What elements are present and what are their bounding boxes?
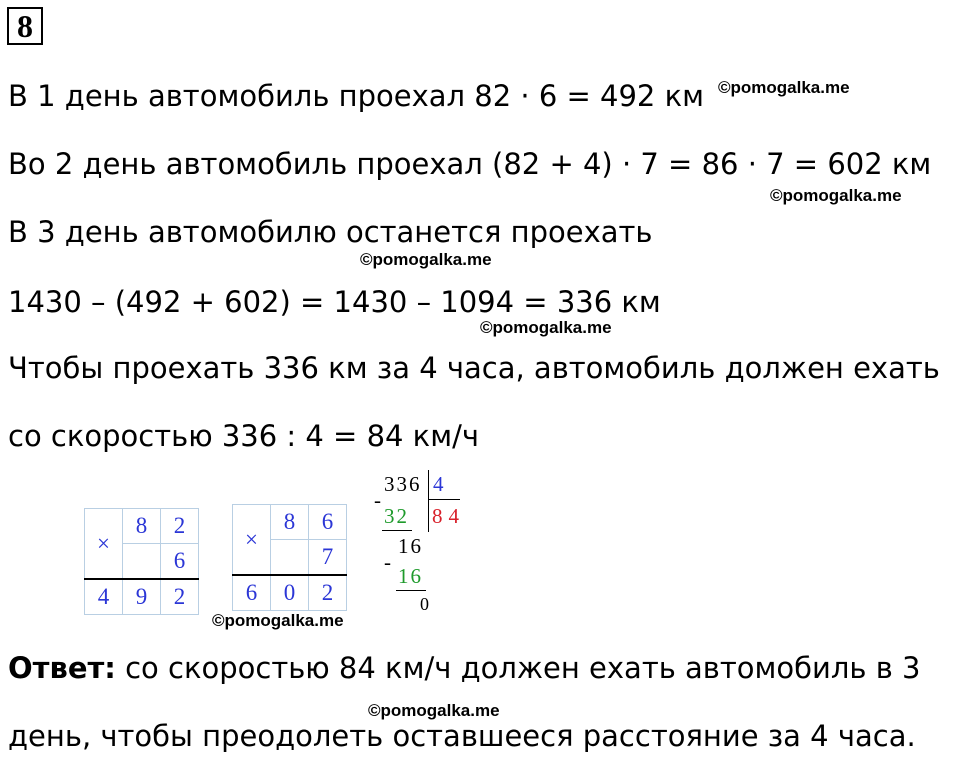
digit: 7 bbox=[309, 540, 347, 576]
multiplication-86x7 bbox=[232, 504, 347, 611]
multiplication-82x6 bbox=[84, 508, 199, 615]
watermark: ©pomogalka.me bbox=[718, 78, 850, 97]
text-line-5: Чтобы проехать 336 км за 4 часа, автомобиль должен ехать bbox=[8, 351, 940, 385]
empty-cell bbox=[271, 540, 309, 576]
multiply-sign: × bbox=[85, 509, 123, 580]
final-remainder: 0 bbox=[420, 594, 429, 614]
digit: 8 bbox=[123, 509, 161, 544]
minus-sign: - bbox=[374, 488, 381, 512]
digit: 2 bbox=[309, 575, 347, 611]
digit: 6 bbox=[309, 505, 347, 540]
long-division bbox=[370, 470, 480, 620]
digit: 9 bbox=[123, 579, 161, 615]
minus-sign: - bbox=[384, 550, 391, 574]
underline bbox=[382, 530, 412, 531]
subtract-1: 32 bbox=[384, 504, 409, 528]
multiply-sign: × bbox=[233, 505, 271, 576]
text-line-4: 1430 – (492 + 602) = 1430 – 1094 = 336 км bbox=[8, 285, 661, 319]
divisor: 4 bbox=[433, 472, 444, 496]
watermark: ©pomogalka.me bbox=[480, 318, 612, 337]
digit: 0 bbox=[271, 575, 309, 611]
digit: 8 bbox=[271, 505, 309, 540]
watermark: ©pomogalka.me bbox=[360, 250, 492, 269]
empty-cell bbox=[123, 544, 161, 580]
remainder-1: 16 bbox=[398, 534, 423, 558]
text-line-6: со скоростью 336 : 4 = 84 км/ч bbox=[8, 419, 479, 453]
digit: 6 bbox=[233, 575, 271, 611]
task-number: 8 bbox=[7, 7, 43, 45]
division-bar bbox=[428, 470, 429, 532]
answer-text-1: со скоростью 84 км/ч должен ехать автомобиль в 3 bbox=[115, 651, 921, 685]
digit: 2 bbox=[161, 579, 199, 615]
quotient: 84 bbox=[432, 504, 465, 528]
digit: 2 bbox=[161, 509, 199, 544]
answer-label: Ответ: bbox=[8, 651, 116, 685]
text-line-1: В 1 день автомобиль проехал 82 · 6 = 492 км bbox=[8, 79, 704, 113]
digit: 6 bbox=[161, 544, 199, 580]
watermark: ©pomogalka.me bbox=[212, 611, 344, 630]
text-line-3: В 3 день автомобилю останется проехать bbox=[8, 215, 653, 249]
digit: 4 bbox=[85, 579, 123, 615]
answer-line-1 bbox=[8, 650, 920, 686]
watermark: ©pomogalka.me bbox=[770, 186, 902, 205]
answer-line-2: день, чтобы преодолеть оставшееся расстояние за 4 часа. bbox=[8, 719, 916, 753]
divisor-line bbox=[428, 499, 460, 500]
subtract-2: 16 bbox=[398, 564, 423, 588]
underline bbox=[396, 590, 426, 591]
watermark: ©pomogalka.me bbox=[368, 701, 500, 720]
dividend: 336 bbox=[384, 472, 422, 496]
text-line-2: Во 2 день автомобиль проехал (82 + 4) · 7 = 86 · 7 = 602 км bbox=[8, 147, 932, 181]
